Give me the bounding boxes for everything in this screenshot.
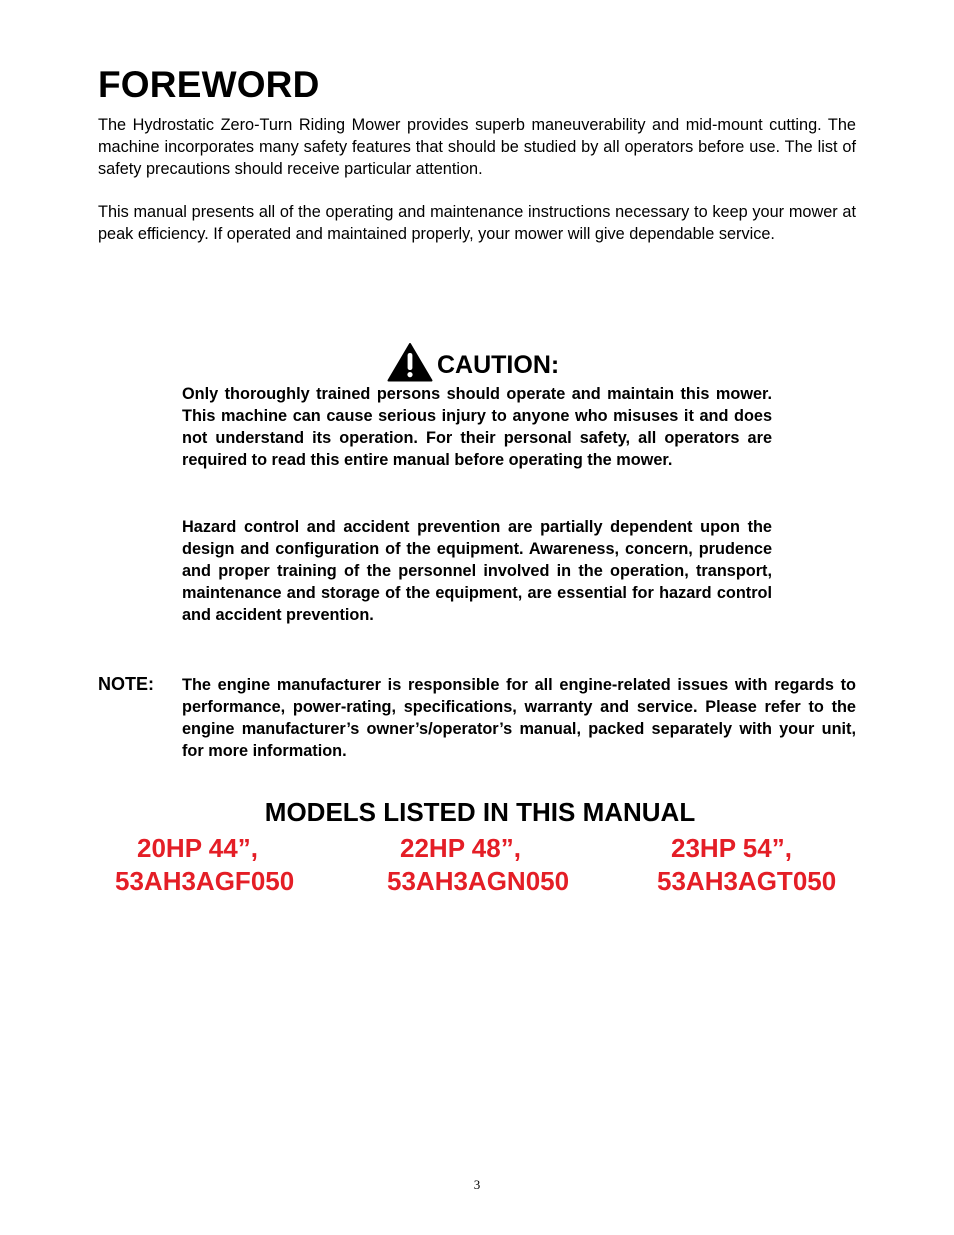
model-1-number: 53AH3AGF050 [115,866,295,896]
model-1-spec: 20HP 44”, [137,833,258,863]
caution-paragraph-1: Only thoroughly trained persons should operate and maintain this mower. This machine can cause serious injury to anyone who misuses it and does not understand its operation. For their personal safety, all operators are required to read this entire manual before operating the mower. [182,385,772,469]
caution-heading [387,338,559,382]
model-3-spec: 23HP 54”, [671,833,792,863]
intro-paragraph-1: The Hydrostatic Zero-Turn Riding Mower provides superb maneuverability and mid-mount cutting. The machine incorporates many safety features that should be studied by all operators before use. The list of safety precautions should receive particular attention. [98,116,856,178]
intro-paragraph-2: This manual presents all of the operating and maintenance instructions necessary to keep your mower at peak efficiency. If operated and maintained properly, your mower will give dependable service. [98,203,856,243]
caution-label: CAUTION: [437,351,560,379]
model-2-spec: 22HP 48”, [400,833,521,863]
page-number: 3 [473,1177,481,1192]
model-3-number: 53AH3AGT050 [657,866,837,896]
note-label: NOTE: [98,674,154,694]
note-text: The engine manufacturer is responsible for all engine-related issues with regards to performance, power-rating, specifications, warranty and service. Please refer to the engine manufacturer’s owner’s/operator’s manual, packed separately with your unit, for more information. [182,676,856,760]
page-title: FOREWORD [98,64,320,105]
warning-triangle-icon [387,342,433,382]
caution-paragraph-2: Hazard control and accident prevention are partially dependent upon the design and configuration of the equipment. Awareness, concern, prudence and proper training of the personnel involved in the operation, transport, maintenance and storage of the equipment, are essential for hazard control and accident prevention. [182,518,772,624]
models-heading: MODELS LISTED IN THIS MANUAL [264,797,696,827]
model-2-number: 53AH3AGN050 [387,866,570,896]
